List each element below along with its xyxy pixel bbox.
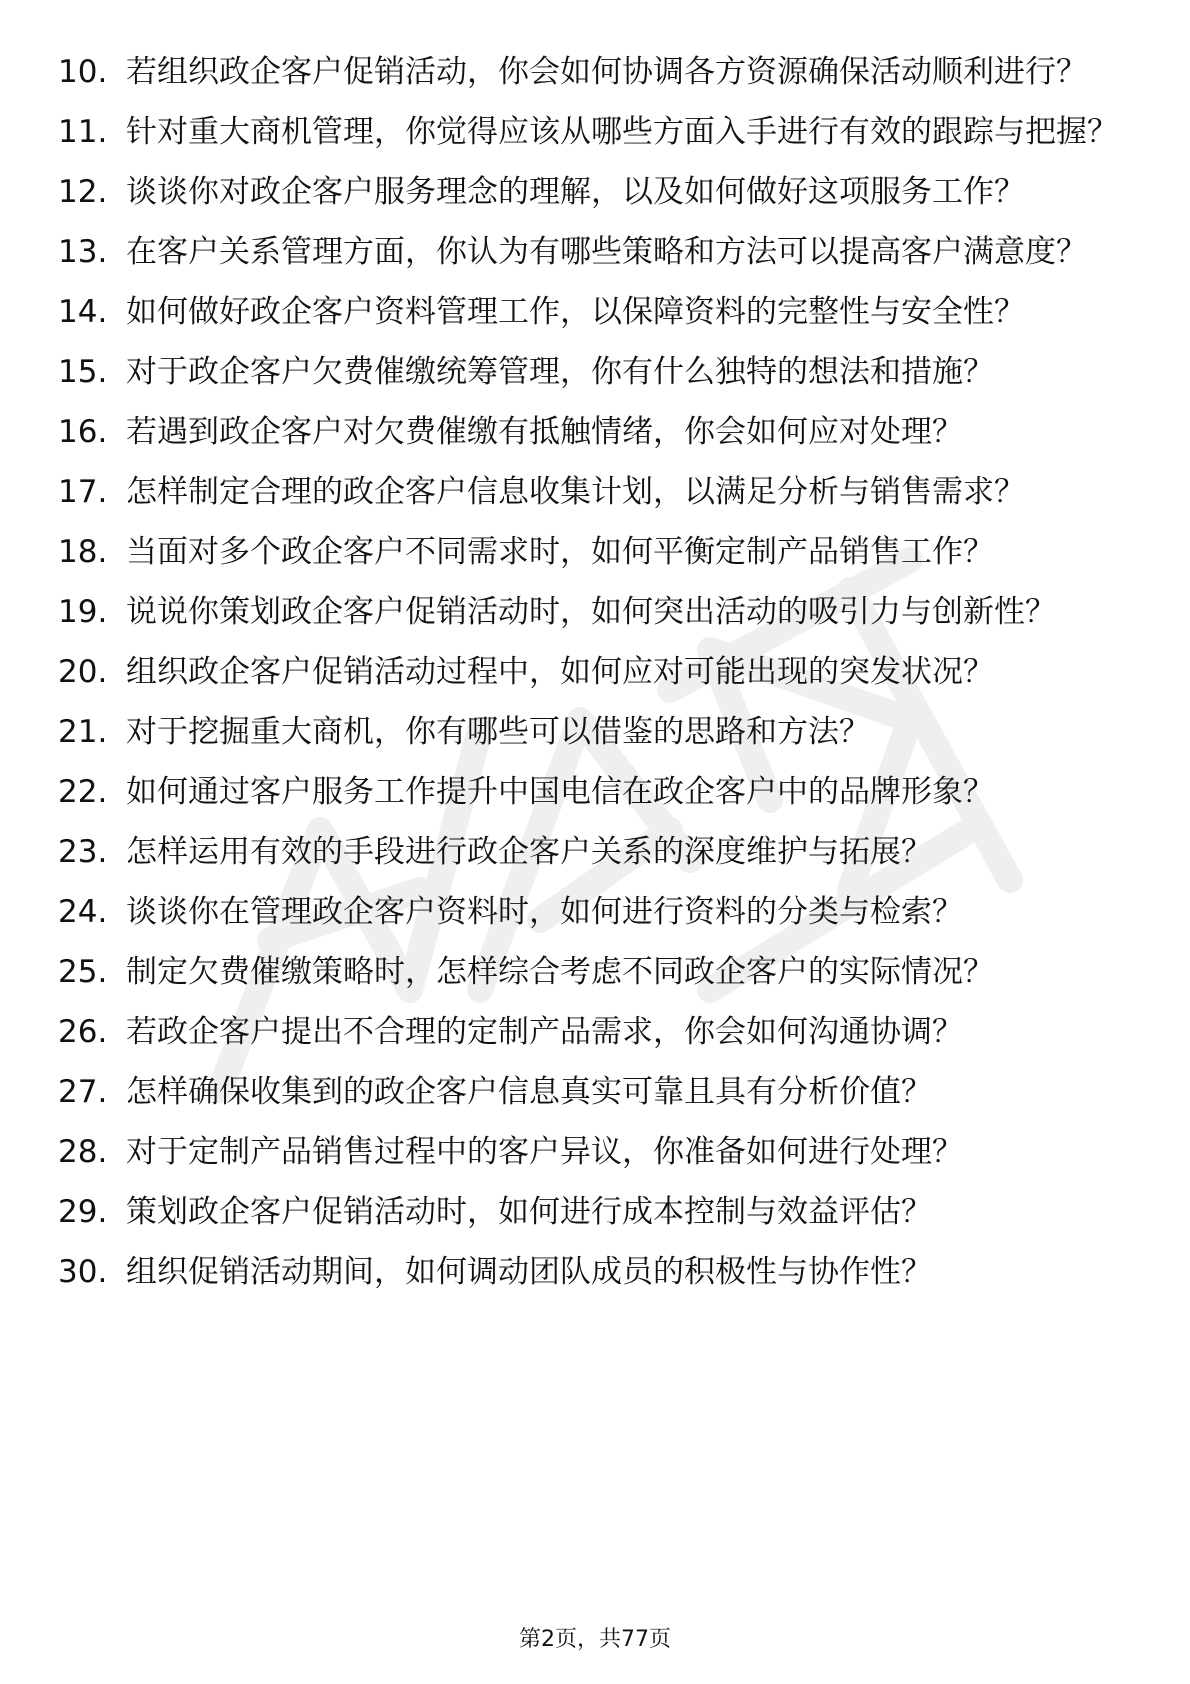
question-text: 对于挖掘重大商机，你有哪些可以借鉴的思路和方法？ xyxy=(126,714,870,750)
question-text: 组织促销活动期间，如何调动团队成员的积极性与协作性？ xyxy=(126,1254,932,1290)
question-text: 策划政企客户促销活动时，如何进行成本控制与效益评估？ xyxy=(126,1194,932,1230)
question-number: 28. xyxy=(58,1134,108,1170)
question-text: 说说你策划政企客户促销活动时，如何突出活动的吸引力与创新性？ xyxy=(126,594,1056,630)
question-number: 25. xyxy=(58,954,108,990)
question-item xyxy=(58,652,1118,692)
question-number: 16. xyxy=(58,414,108,450)
question-number: 12. xyxy=(58,174,108,210)
question-text: 若遇到政企客户对欠费催缴有抵触情绪，你会如何应对处理？ xyxy=(126,414,963,450)
question-number: 20. xyxy=(58,654,108,690)
question-item xyxy=(58,112,1118,152)
question-item xyxy=(58,232,1118,272)
question-number: 29. xyxy=(58,1194,108,1230)
question-text: 怎样确保收集到的政企客户信息真实可靠且具有分析价值？ xyxy=(126,1074,932,1110)
question-number: 30. xyxy=(58,1254,108,1290)
question-item xyxy=(58,832,1118,872)
question-item xyxy=(58,1252,1118,1292)
question-number: 14. xyxy=(58,294,108,330)
question-item xyxy=(58,472,1118,512)
question-number: 11. xyxy=(58,114,108,150)
question-item xyxy=(58,1192,1118,1232)
question-text: 组织政企客户促销活动过程中，如何应对可能出现的突发状况？ xyxy=(126,654,994,690)
question-number: 17. xyxy=(58,474,108,510)
question-text: 怎样运用有效的手段进行政企客户关系的深度维护与拓展？ xyxy=(126,834,932,870)
question-number: 27. xyxy=(58,1074,108,1110)
question-item xyxy=(58,592,1118,632)
question-text: 对于定制产品销售过程中的客户异议，你准备如何进行处理？ xyxy=(126,1134,963,1170)
question-number: 24. xyxy=(58,894,108,930)
question-item xyxy=(58,412,1118,452)
question-item xyxy=(58,52,1118,92)
question-item xyxy=(58,712,1118,752)
question-text: 若组织政企客户促销活动，你会如何协调各方资源确保活动顺利进行？ xyxy=(126,54,1087,90)
question-item xyxy=(58,772,1118,812)
question-number: 18. xyxy=(58,534,108,570)
question-list xyxy=(58,52,1118,1312)
question-item xyxy=(58,292,1118,332)
question-number: 21. xyxy=(58,714,108,750)
question-number: 23. xyxy=(58,834,108,870)
question-text: 如何做好政企客户资料管理工作，以保障资料的完整性与安全性？ xyxy=(126,294,1025,330)
question-number: 13. xyxy=(58,234,108,270)
question-item xyxy=(58,892,1118,932)
question-item xyxy=(58,532,1118,572)
question-text: 谈谈你在管理政企客户资料时，如何进行资料的分类与检索？ xyxy=(126,894,963,930)
question-text: 在客户关系管理方面，你认为有哪些策略和方法可以提高客户满意度？ xyxy=(126,234,1087,270)
question-text: 对于政企客户欠费催缴统筹管理，你有什么独特的想法和措施？ xyxy=(126,354,994,390)
question-item xyxy=(58,352,1118,392)
question-text: 如何通过客户服务工作提升中国电信在政企客户中的品牌形象？ xyxy=(126,774,994,810)
question-text: 谈谈你对政企客户服务理念的理解，以及如何做好这项服务工作？ xyxy=(126,174,1025,210)
question-text: 制定欠费催缴策略时，怎样综合考虑不同政企客户的实际情况？ xyxy=(126,954,994,990)
question-item xyxy=(58,1132,1118,1172)
question-item xyxy=(58,1012,1118,1052)
question-number: 22. xyxy=(58,774,108,810)
question-number: 26. xyxy=(58,1014,108,1050)
question-number: 15. xyxy=(58,354,108,390)
page-footer: 第2页，共77页 xyxy=(519,1627,671,1652)
question-item xyxy=(58,1072,1118,1112)
question-number: 10. xyxy=(58,54,108,90)
question-text: 针对重大商机管理，你觉得应该从哪些方面入手进行有效的跟踪与把握？ xyxy=(126,114,1118,150)
question-text: 若政企客户提出不合理的定制产品需求，你会如何沟通协调？ xyxy=(126,1014,963,1050)
question-item xyxy=(58,952,1118,992)
question-item xyxy=(58,172,1118,212)
question-number: 19. xyxy=(58,594,108,630)
question-text: 怎样制定合理的政企客户信息收集计划，以满足分析与销售需求？ xyxy=(126,474,1025,510)
question-text: 当面对多个政企客户不同需求时，如何平衡定制产品销售工作？ xyxy=(126,534,994,570)
